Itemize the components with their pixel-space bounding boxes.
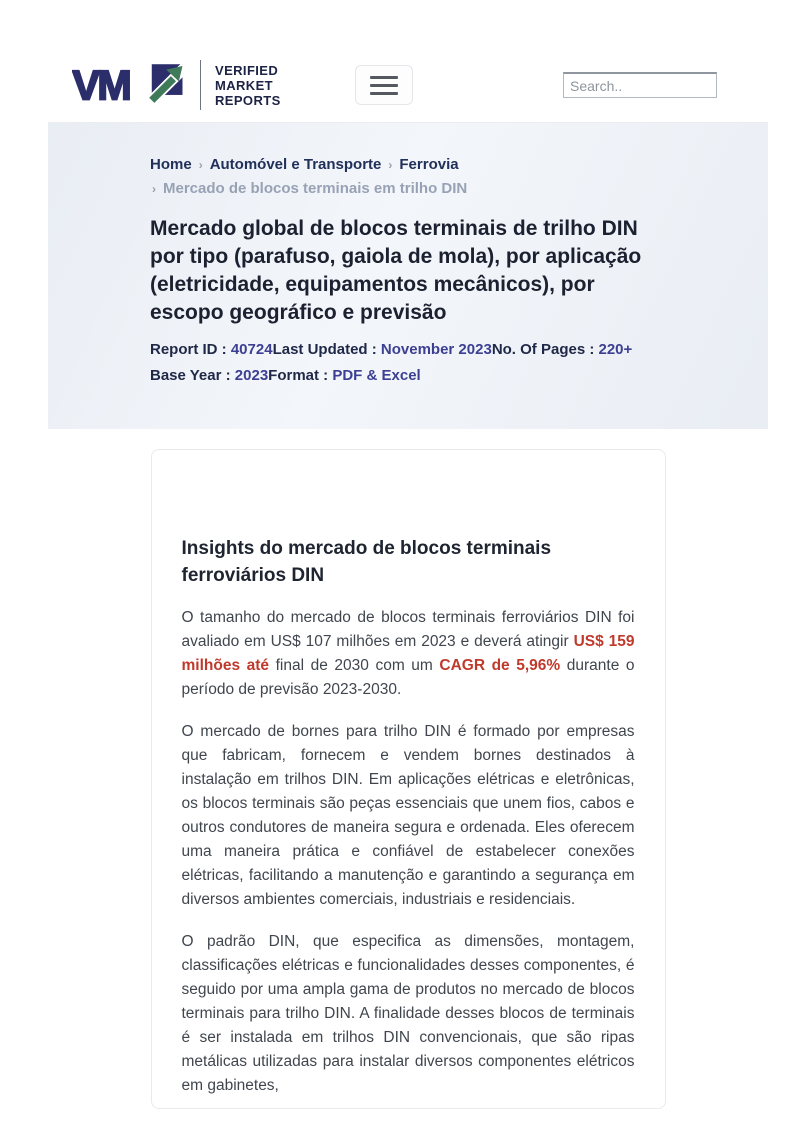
menu-toggle-button[interactable] xyxy=(355,65,413,105)
insights-heading: Insights do mercado de blocos terminais ferroviários DIN xyxy=(181,538,552,586)
vmr-logo-icon xyxy=(72,57,190,113)
main-content xyxy=(48,429,768,1109)
site-header xyxy=(48,48,768,123)
highlight-cagr: CAGR de 5,96% xyxy=(439,657,561,674)
page-title: Mercado global de blocos terminais de trilho DIN por tipo (parafuso, gaiola de mola), por aplicação (eletricidade, equipamentos mecânicos), por escopo geográfico e previsão xyxy=(150,217,642,324)
brand-line: REPORTS xyxy=(215,92,281,108)
breadcrumb-current: Mercado de blocos terminais em trilho DIN xyxy=(163,180,468,197)
paragraph-market-description: O mercado de bornes para trilho DIN é formado por empresas que fabricam, fornecem e vendem bornes destinados à instalação em trilhos DIN. Em aplicações elétricas e eletrônicas, os blocos terminais são peças essenciais que unem fios, cabos e outros condutores de maneira segura e ordenada. Eles oferecem uma maneira prática e confiável de estabelecer conexões elétricas, facilitando a manutenção e garantindo a segurança em diversos ambientes comerciais, industriais e residenciais. xyxy=(181,723,635,908)
last-updated: Last Updated : November 2023 xyxy=(272,341,492,358)
vmr-monogram: VM xyxy=(72,61,130,109)
breadcrumb-link-home[interactable]: Home xyxy=(150,156,192,173)
chevron-right-icon: › xyxy=(198,158,203,172)
chevron-right-icon: › xyxy=(152,182,156,196)
breadcrumb-link-category[interactable]: Automóvel e Transporte xyxy=(209,156,382,173)
paragraph-market-size: O tamanho do mercado de blocos terminais ferroviários DIN foi avaliado em US$ 107 milhões em 2023 e deverá atingir US$ 159 milhões até final de 2030 com um CAGR de 5,96% durante o período de previsão 2023-2030. xyxy=(181,609,635,698)
chevron-right-icon: › xyxy=(388,158,393,172)
hamburger-icon xyxy=(370,76,398,79)
page-container xyxy=(48,48,768,1109)
report-id: Report ID : 40724 xyxy=(150,341,273,358)
breadcrumb-link-subcategory[interactable]: Ferrovia xyxy=(399,156,459,173)
search-input[interactable] xyxy=(563,72,717,98)
pages-count: No. Of Pages : 220+ xyxy=(491,341,633,358)
report-format: Format : PDF & Excel xyxy=(268,367,421,384)
breadcrumb xyxy=(150,153,717,201)
highlight-market-value: US$ 159 milhões até xyxy=(181,633,635,674)
brand-line: VERIFIED xyxy=(215,62,279,78)
brand-wordmark xyxy=(215,63,281,108)
brand-logo[interactable] xyxy=(72,57,281,113)
brand-line: MARKET xyxy=(215,77,274,93)
report-insights-card xyxy=(151,449,666,1109)
base-year: Base Year : 2023 xyxy=(150,367,269,384)
hero-section xyxy=(48,123,768,429)
paragraph-din-standard: O padrão DIN, que especifica as dimensões, montagem, classificações elétricas e funcionalidades desses componentes, é seguido por uma ampla gama de produtos no mercado de blocos terminais para trilho DIN. A finalidade desses blocos de terminais é ser instalada em trilhos DIN convencionais, que são ripas metálicas utilizadas para instalar diversos componentes elétricos em gabinetes, xyxy=(181,933,635,1094)
brand-divider xyxy=(200,60,201,110)
report-meta xyxy=(150,337,665,389)
